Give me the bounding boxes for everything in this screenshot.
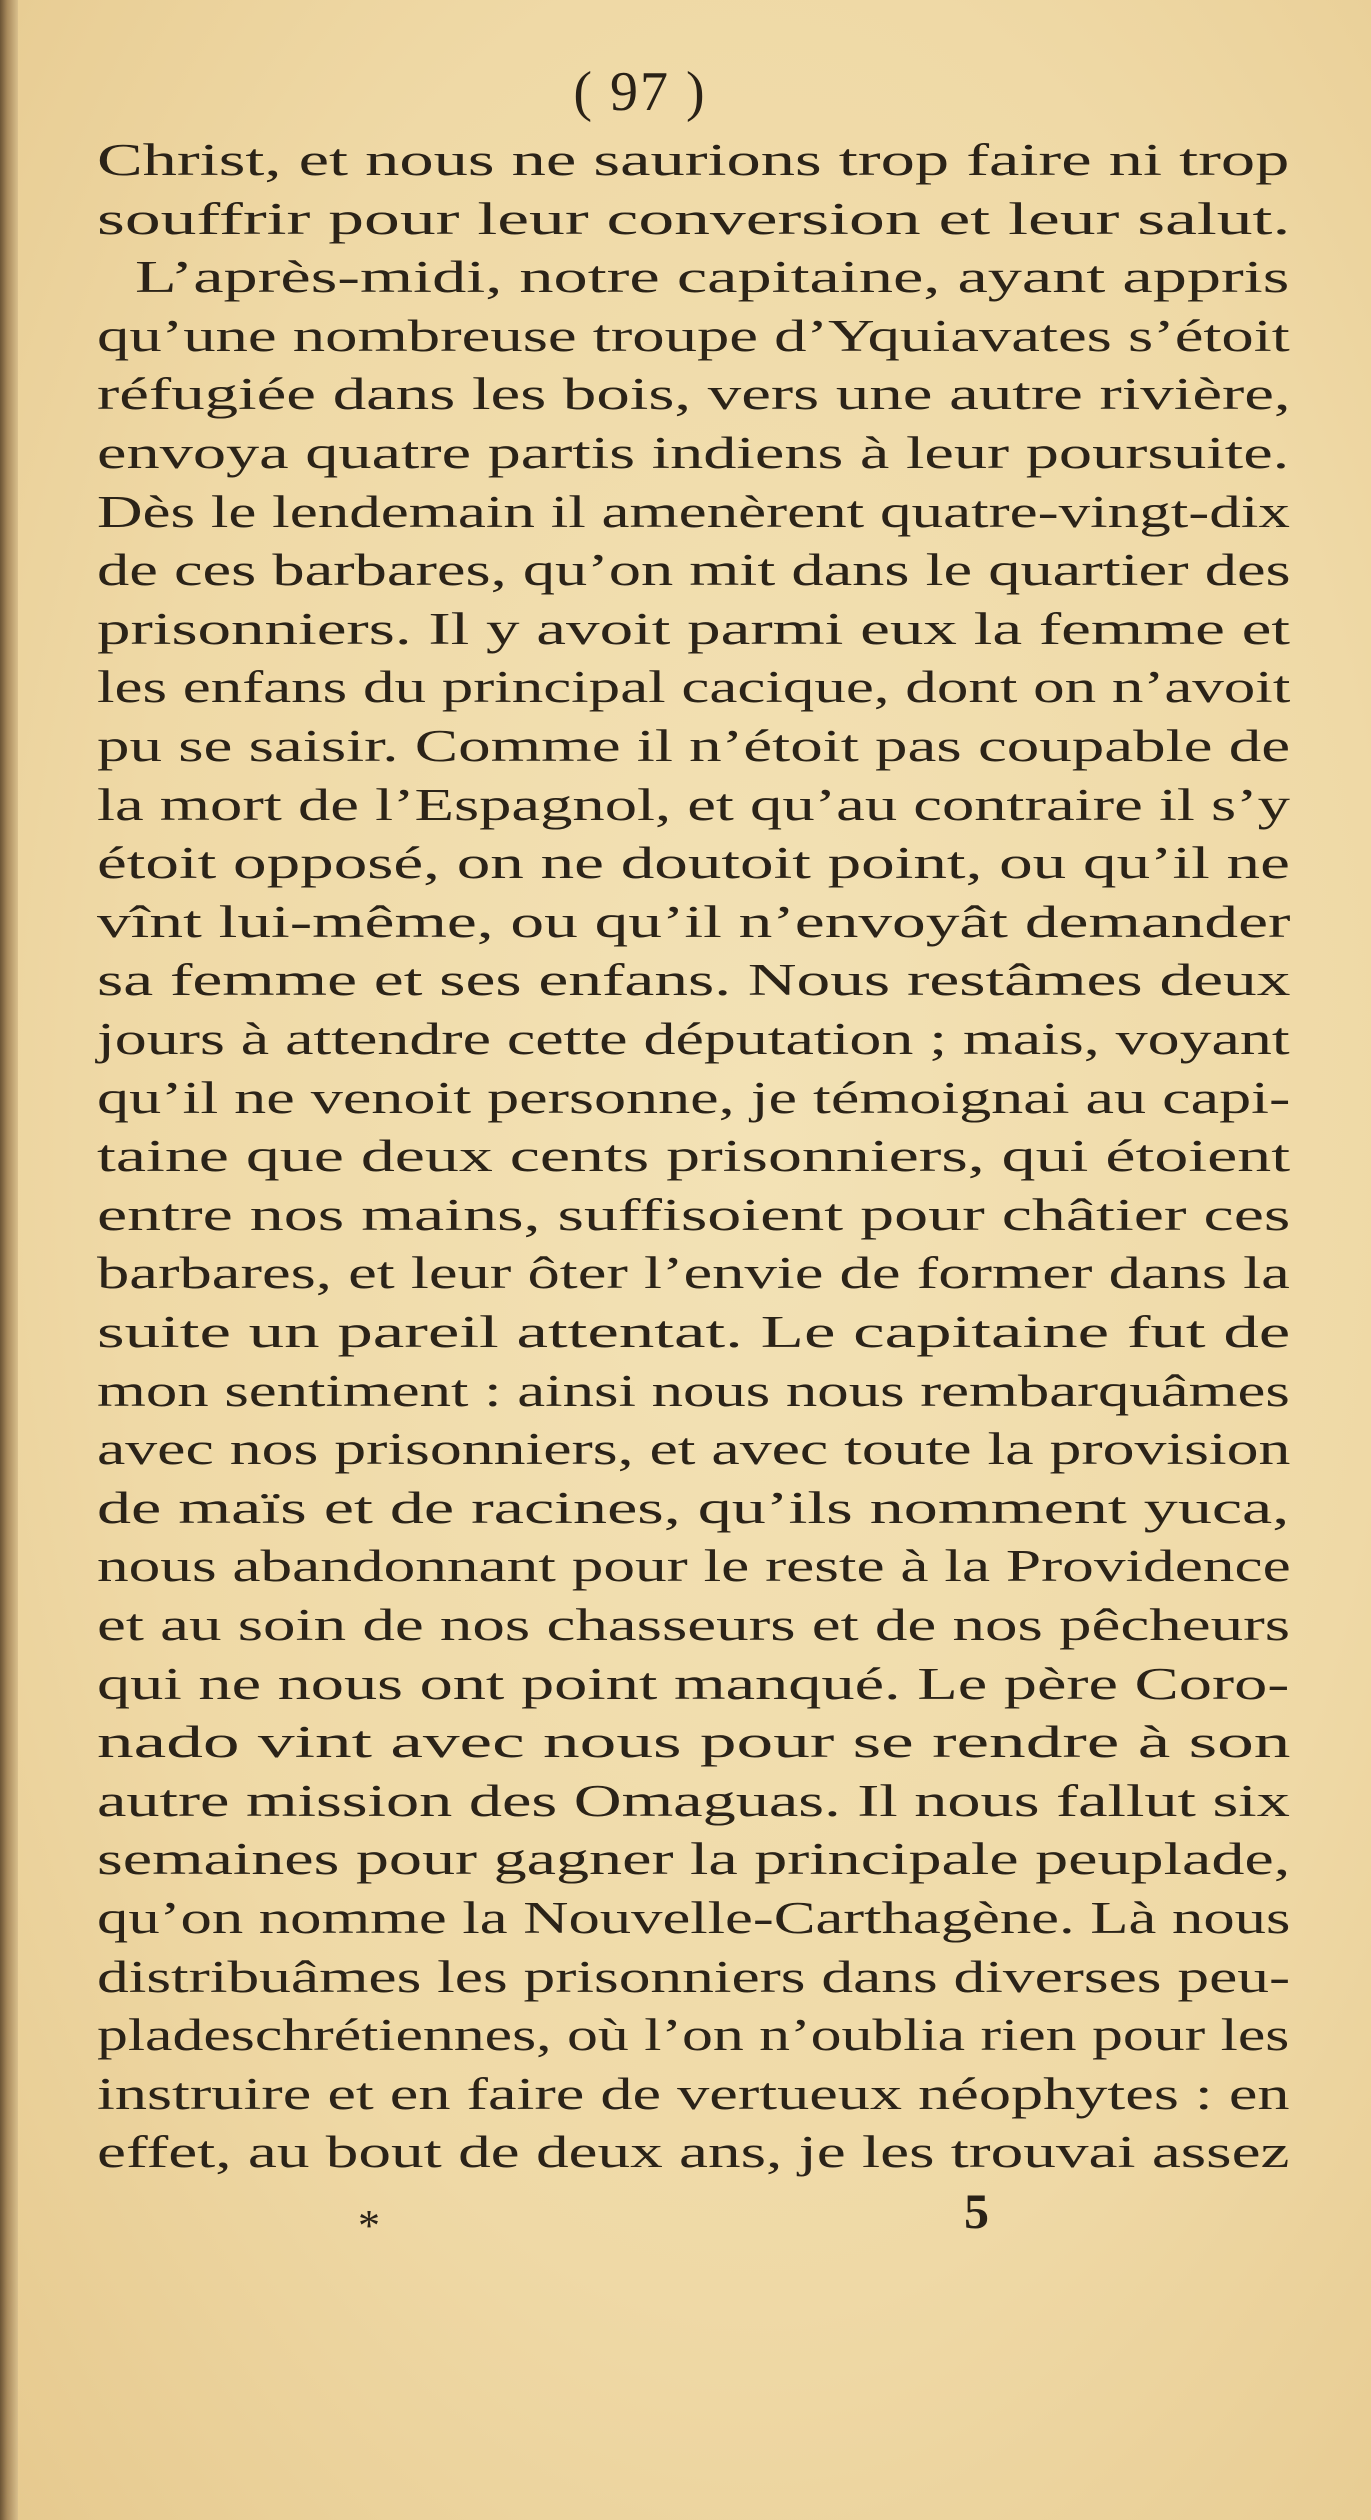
- text-line: et au soin de nos chasseurs et de nos pêcheurs: [97, 1600, 1291, 1650]
- text-line: autre mission des Omaguas. Il nous fallut six: [97, 1775, 1290, 1826]
- text-line: Christ, et nous ne saurions trop faire ni trop: [97, 135, 1290, 185]
- page-number: ( 97 ): [573, 61, 707, 123]
- text-line: envoya quatre partis indiens à leur poursuite.: [97, 428, 1290, 478]
- text-line: distribuâmes les prisonniers dans diverses peu-: [97, 1951, 1291, 2002]
- binding-edge: [0, 0, 18, 2520]
- text-line: sa femme et ses enfans. Nous restâmes deux: [97, 955, 1291, 1006]
- text-line: pladeschrétiennes, où l’on n’oublia rien pour les: [97, 2010, 1290, 2061]
- signature-mark: 5: [964, 2183, 989, 2239]
- text-line: les enfans du principal cacique, dont on n’avoit: [97, 662, 1291, 713]
- text-line: effet, au bout de deux ans, je les trouvai assez: [97, 2127, 1290, 2178]
- text-line: qu’il ne venoit personne, je témoignai au capi-: [97, 1072, 1291, 1123]
- text-line: qui ne nous ont point manqué. Le père Coro-: [97, 1658, 1290, 1709]
- text-line: instruire et en faire de vertueux néophytes : en: [97, 2068, 1290, 2119]
- text-line: qu’une nombreuse troupe d’Yquiavates s’étoit: [97, 310, 1290, 361]
- text-line: de ces barbares, qu’on mit dans le quartier des: [97, 545, 1291, 596]
- text-line: L’après-midi, notre capitaine, ayant appris: [135, 252, 1290, 303]
- text-line: suite un pareil attentat. Le capitaine fut de: [97, 1307, 1291, 1357]
- text-line: de maïs et de racines, qu’ils nomment yuca,: [97, 1482, 1290, 1533]
- text-line: réfugiée dans les bois, vers une autre rivière,: [97, 369, 1291, 420]
- text-line: Dès le lendemain il amenèrent quatre-vingt-dix: [97, 486, 1290, 537]
- text-line: nous abandonnant pour le reste à la Providence: [97, 1541, 1291, 1592]
- text-line: taine que deux cents prisonniers, qui étoient: [97, 1131, 1291, 1182]
- text-line: qu’on nomme la Nouvelle-Carthagène. Là nous: [97, 1893, 1291, 1943]
- text-line: barbares, et leur ôter l’envie de former dans la: [97, 1248, 1290, 1299]
- text-line: vînt lui-même, ou qu’il n’envoyât demander: [97, 896, 1291, 947]
- text-line: prisonniers. Il y avoit parmi eux la femme et: [97, 603, 1291, 654]
- text-line: jours à attendre cette députation ; mais, voyant: [97, 1014, 1290, 1064]
- text-line: pu se saisir. Comme il n’étoit pas coupable de: [97, 721, 1291, 771]
- text-line: souffrir pour leur conversion et leur salut.: [97, 193, 1291, 244]
- text-line: la mort de l’Espagnol, et qu’au contraire il s’y: [97, 779, 1290, 830]
- text-line: semaines pour gagner la principale peuplade,: [97, 1834, 1291, 1885]
- footer-mark: *: [358, 2201, 380, 2250]
- text-line: étoit opposé, on ne doutoit point, ou qu’il ne: [97, 838, 1290, 889]
- text-line: nado vint avec nous pour se rendre à son: [97, 1717, 1291, 1768]
- text-line: avec nos prisonniers, et avec toute la provision: [97, 1424, 1291, 1475]
- text-line: mon sentiment : ainsi nous nous rembarquâmes: [97, 1365, 1290, 1416]
- text-line: entre nos mains, suffisoient pour châtier ces: [97, 1189, 1291, 1240]
